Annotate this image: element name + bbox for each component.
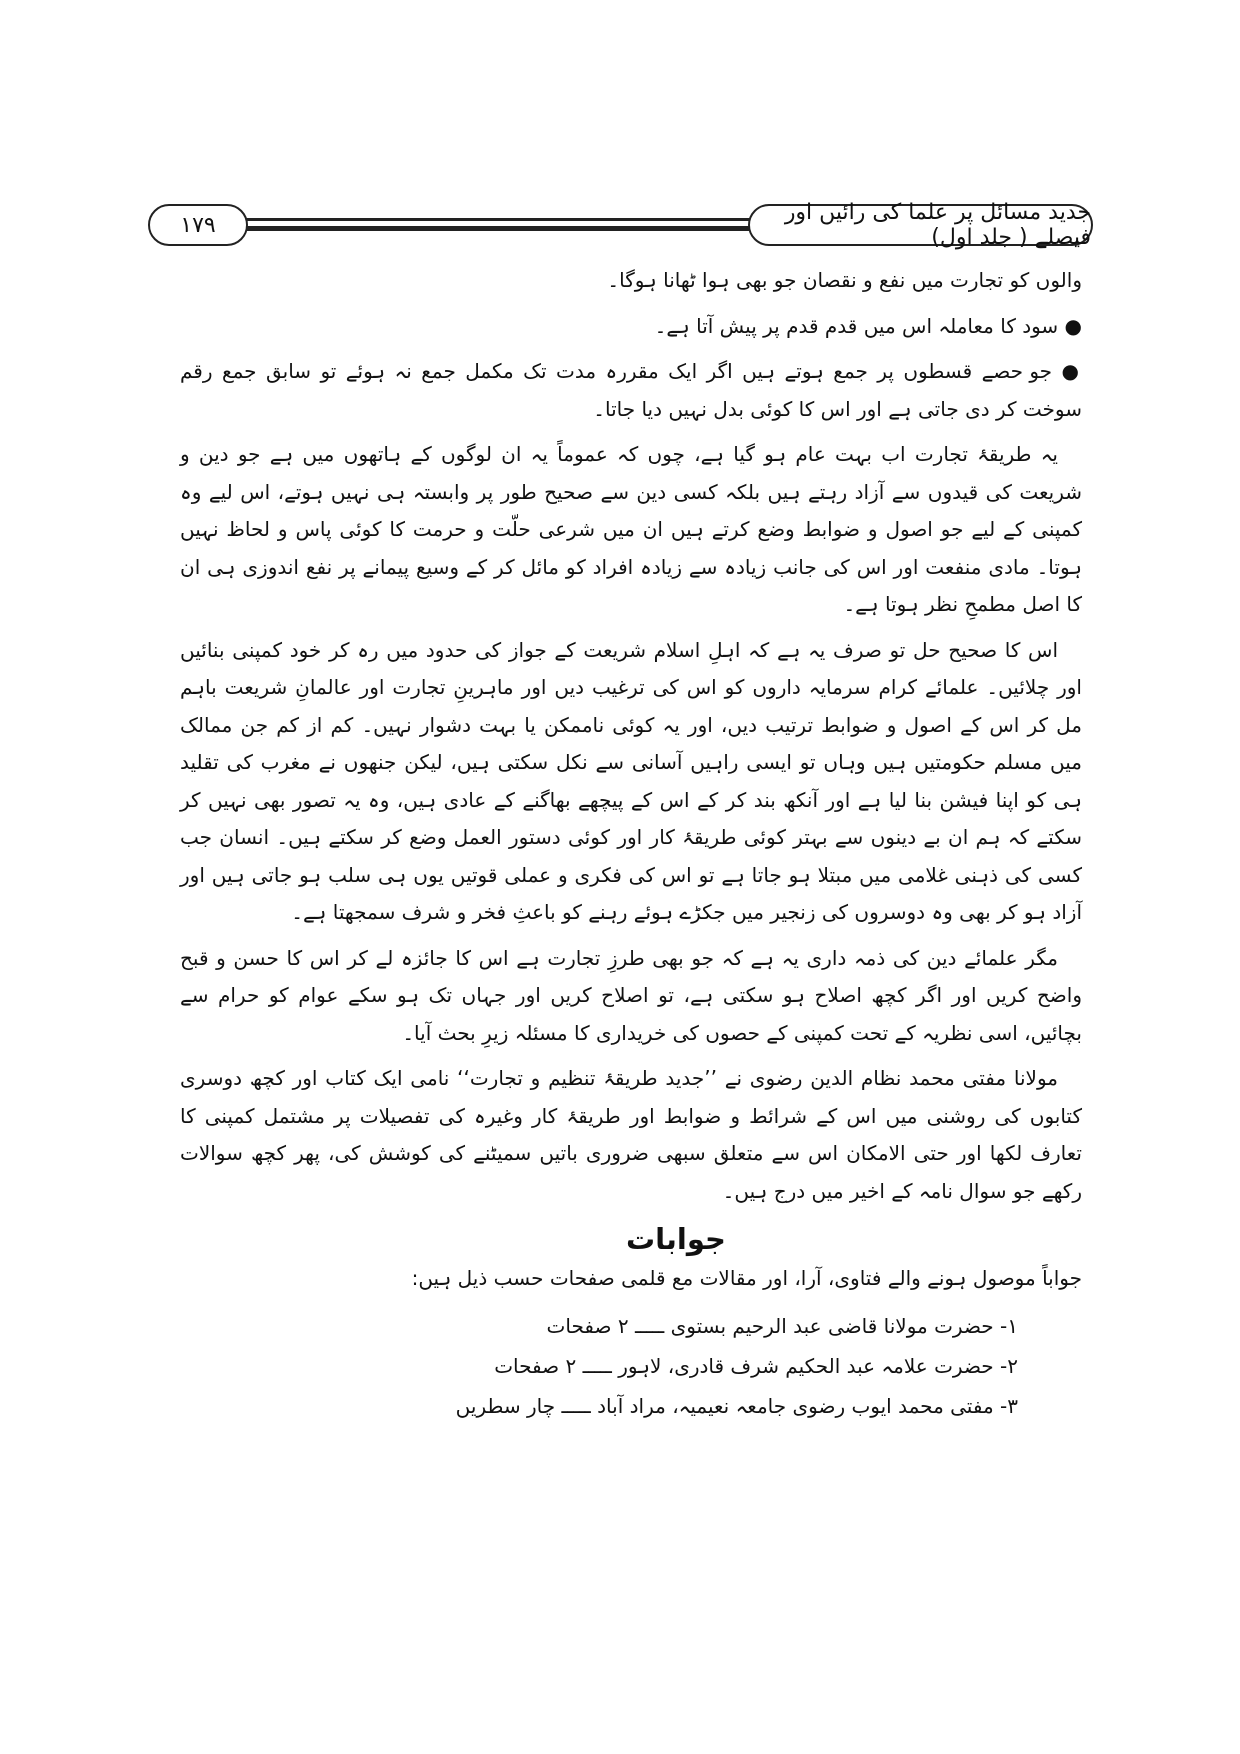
book-title: جدید مسائل پر علما کی رائیں اور فیصلے ( جلد اول) [748, 204, 1093, 246]
header-rule-thin [246, 218, 750, 221]
bullet-item: ● سود کا معاملہ اس میں قدم قدم پر پیش آتا ہے۔ [180, 308, 1082, 346]
header-rule-thick [246, 226, 750, 231]
page-body [180, 262, 1082, 1426]
paragraph: مولانا مفتی محمد نظام الدین رضوی نے ’’جدید طریقۂ تنظیم و تجارت‘‘ نامی ایک کتاب اور کچھ دوسری کتابوں کی روشنی میں اس کے شرائط و ضوابط اور طریقۂ کار وغیرہ کی تفصیلات پر مشتمل کمپنی کا تعارف لکھا اور حتی الامکان اس سے متعلق سبھی ضروری باتیں سمیٹنے کی کوشش کی، پھر کچھ سوالات رکھے جو سوال نامہ کے اخیر میں درج ہیں۔ [180, 1066, 1082, 1203]
bullet-item: ● جو حصے قسطوں پر جمع ہوتے ہیں اگر ایک مقررہ مدت تک مکمل جمع نہ ہوئے تو سابق جمع رقم سوخت کر دی جاتی ہے اور اس کا کوئی بدل نہیں دیا جاتا۔ [180, 353, 1082, 428]
answers-list [180, 1306, 1082, 1426]
paragraph: یہ طریقۂ تجارت اب بہت عام ہو گیا ہے، چوں کہ عموماً یہ ان لوگوں کے ہاتھوں میں ہے جو دین و شریعت کی قیدوں سے آزاد رہتے ہیں بلکہ کسی دین سے صحیح طور پر وابستہ ہی نہیں ہوتے، اس لیے وہ کمپنی کے لیے جو اصول و ضوابط وضع کرتے ہیں ان میں شرعی حلّت و حرمت کا کوئی پاس و لحاظ نہیں ہوتا۔ مادی منفعت اور اس کی جانب زیادہ سے زیادہ افراد کو مائل کر کے وسیع پیمانے پر نفع اندوزی ہی ان کا اصل مطمحِ نظر ہوتا ہے۔ [180, 442, 1082, 616]
continuation-line: والوں کو تجارت میں نفع و نقصان جو بھی ہوا ٹھانا ہوگا۔ [607, 268, 1082, 292]
paragraph: اس کا صحیح حل تو صرف یہ ہے کہ اہلِ اسلام شریعت کے جواز کی حدود میں رہ کر خود کمپنی بنائیں اور چلائیں۔ علمائے کرام سرمایہ داروں کو اس کی ترغیب دیں اور ماہرینِ تجارت اور عالمانِ شریعت باہم مل کر اس کے اصول و ضوابط ترتیب دیں، اور یہ کوئی ناممکن یا بہت دشوار نہیں۔ کم از کم جن ممالک میں مسلم حکومتیں ہیں وہاں تو ایسی راہیں آسانی سے نکل سکتی ہیں، لیکن جنھوں نے مغرب کی تقلید ہی کو اپنا فیشن بنا لیا ہے اور آنکھ بند کر کے اس کے پیچھے بھاگنے کے عادی ہیں، وہ یہ تصور بھی نہیں کر سکتے کہ ہم ان بے دینوں سے بہتر کوئی طریقۂ کار اور کوئی دستور العمل وضع کر سکتے ہیں۔ انسان جب کسی کی ذہنی غلامی میں مبتلا ہو جاتا ہے تو اس کی فکری و عملی قوتیں یوں ہی سلب ہو جاتی ہیں اور آزاد ہو کر بھی وہ دوسروں کی زنجیر میں جکڑے ہوئے رہنے کو باعثِ فخر و شرف سمجھتا ہے۔ [180, 637, 1082, 924]
answer-item: ۲- حضرت علامہ عبد الحکیم شرف قادری، لاہور ـــــ ۲ صفحات [494, 1353, 1018, 1378]
running-header [148, 200, 1093, 250]
answers-heading: جوابات [626, 1222, 726, 1256]
paragraph: مگر علمائے دین کی ذمہ داری یہ ہے کہ جو بھی طرزِ تجارت ہے اس کا جائزہ لے کر اس کا حسن و قبح واضح کریں اور اگر کچھ اصلاح ہو سکتی ہے، تو اصلاح کریں اور جہاں تک ہو سکے عوام کو حرام سے بچائیں، اسی نظریہ کے تحت کمپنی کے حصوں کی خریداری کا مسئلہ زیرِ بحث آیا۔ [180, 945, 1082, 1045]
answer-item: ۳- مفتی محمد ایوب رضوی جامعہ نعیمیہ، مراد آباد ـــــ چار سطریں [455, 1393, 1018, 1418]
answers-intro: جواباً موصول ہونے والے فتاوی، آرا، اور مقالات مع قلمی صفحات حسب ذیل ہیں: [411, 1266, 1082, 1290]
page-number: ۱۷۹ [148, 204, 248, 246]
answer-item: ۱- حضرت مولانا قاضی عبد الرحیم بستوی ـــــ ۲ صفحات [546, 1313, 1018, 1338]
